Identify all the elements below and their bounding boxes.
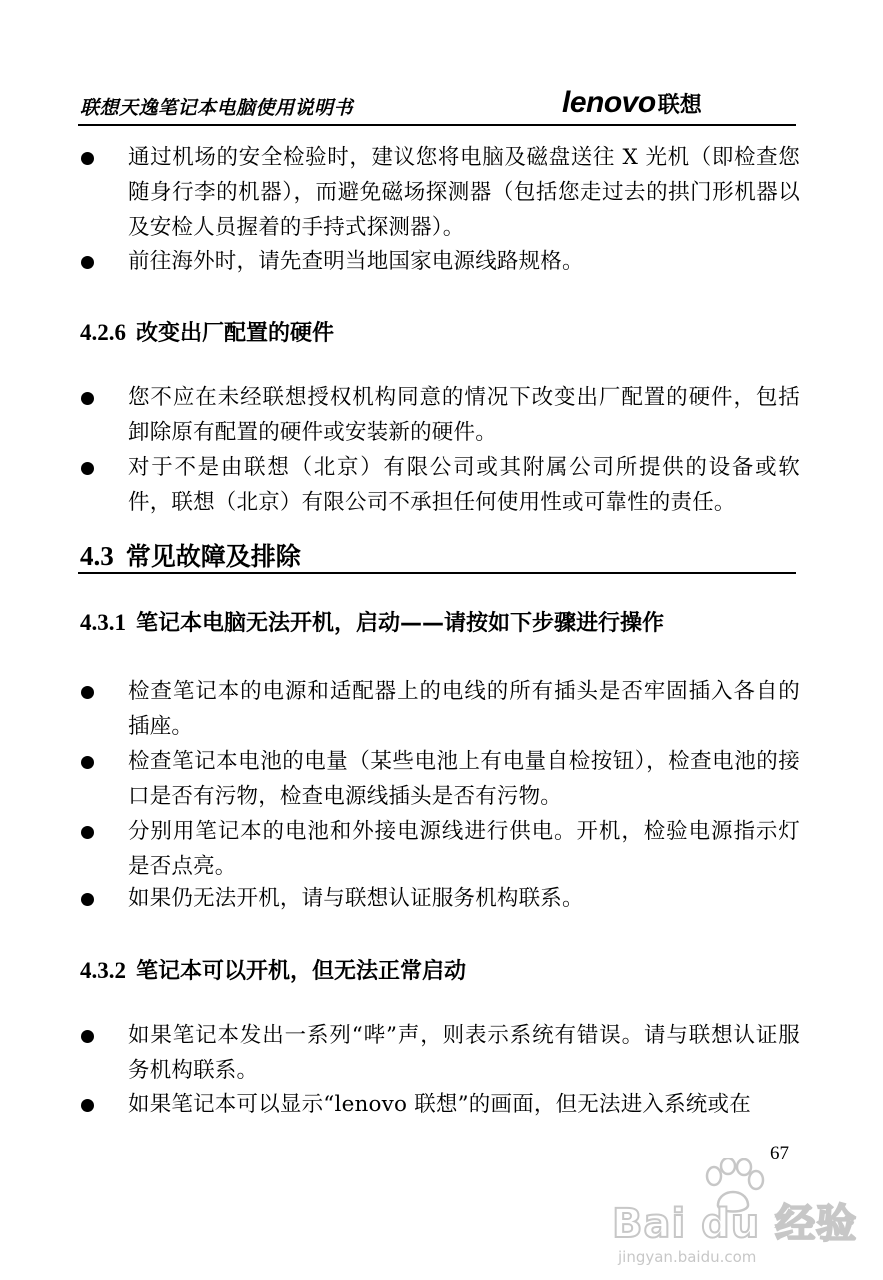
- list-item-text: 前往海外时，请先查明当地国家电源线路规格。: [128, 249, 584, 274]
- section-title: 常见故障及排除: [125, 542, 301, 571]
- list-item-text: 您不应在未经联想授权机构同意的情况下改变出厂配置的硬件，包括卸除原有配置的硬件或安装新的硬件。: [128, 385, 800, 445]
- baidu-watermark: [612, 1158, 858, 1268]
- running-header-title: 联想天逸笔记本电脑使用说明书: [80, 97, 354, 119]
- bullet-icon: [81, 893, 94, 906]
- section-title: 笔记本电脑无法开机，启动——请按如下步骤进行操作: [136, 611, 665, 636]
- lenovo-logo: [562, 86, 702, 120]
- section-heading-4-3-2: [80, 954, 466, 985]
- watermark-text: Bai du 经验: [612, 1201, 858, 1247]
- watermark-url: jingyan.baidu.com: [618, 1248, 757, 1266]
- list-item-text: 通过机场的安全检验时，建议您将电脑及磁盘送往 X 光机（即检查您随身行李的机器），而避免磁场探测器（包括您走过去的拱门形机器以及安检人员握着的手持式探测器）。: [128, 145, 800, 240]
- section-heading-4-3-1: [80, 606, 664, 637]
- bullet-icon: [81, 152, 94, 165]
- section-title: 改变出厂配置的硬件: [136, 321, 335, 346]
- section-number: 4.2.6: [80, 320, 126, 345]
- bullet-icon: [81, 826, 94, 839]
- list-item-text: 如果仍无法开机，请与联想认证服务机构联系。: [128, 886, 584, 911]
- bullet-icon: [81, 1030, 94, 1043]
- bullet-icon: [81, 462, 94, 475]
- logo-brand-text: lenovo: [562, 86, 656, 119]
- section-number: 4.3: [80, 541, 114, 571]
- logo-chinese-text: 联想: [657, 93, 702, 118]
- section-rule: [78, 572, 796, 574]
- list-item-text: 检查笔记本的电源和适配器上的电线的所有插头是否牢固插入各自的插座。: [128, 679, 800, 739]
- section-number: 4.3.1: [80, 610, 126, 635]
- section-heading-4-3: [80, 537, 301, 573]
- list-item-text: 分别用笔记本的电池和外接电源线进行供电。开机，检验电源指示灯是否点亮。: [128, 819, 800, 879]
- bullet-icon: [81, 1099, 94, 1112]
- bullet-icon: [81, 756, 94, 769]
- bullet-icon: [81, 256, 94, 269]
- bullet-icon: [81, 392, 94, 405]
- list-item-text: 检查笔记本电池的电量（某些电池上有电量自检按钮），检查电池的接口是否有污物，检查电源线插头是否有污物。: [128, 749, 800, 809]
- list-item-text: 如果笔记本发出一系列“哔”声，则表示系统有错误。请与联想认证服务机构联系。: [128, 1023, 800, 1083]
- list-item-text: 对于不是由联想（北京）有限公司或其附属公司所提供的设备或软件，联想（北京）有限公司不承担任何使用性或可靠性的责任。: [128, 455, 800, 515]
- section-number: 4.3.2: [80, 958, 126, 983]
- section-heading-4-2-6: [80, 316, 334, 347]
- header-rule: [78, 124, 796, 126]
- section-title: 笔记本可以开机，但无法正常启动: [136, 959, 467, 984]
- page-number: 67: [770, 1143, 789, 1164]
- bullet-icon: [81, 686, 94, 699]
- list-item-text: 如果笔记本可以显示“lenovo 联想”的画面，但无法进入系统或在: [128, 1092, 751, 1117]
